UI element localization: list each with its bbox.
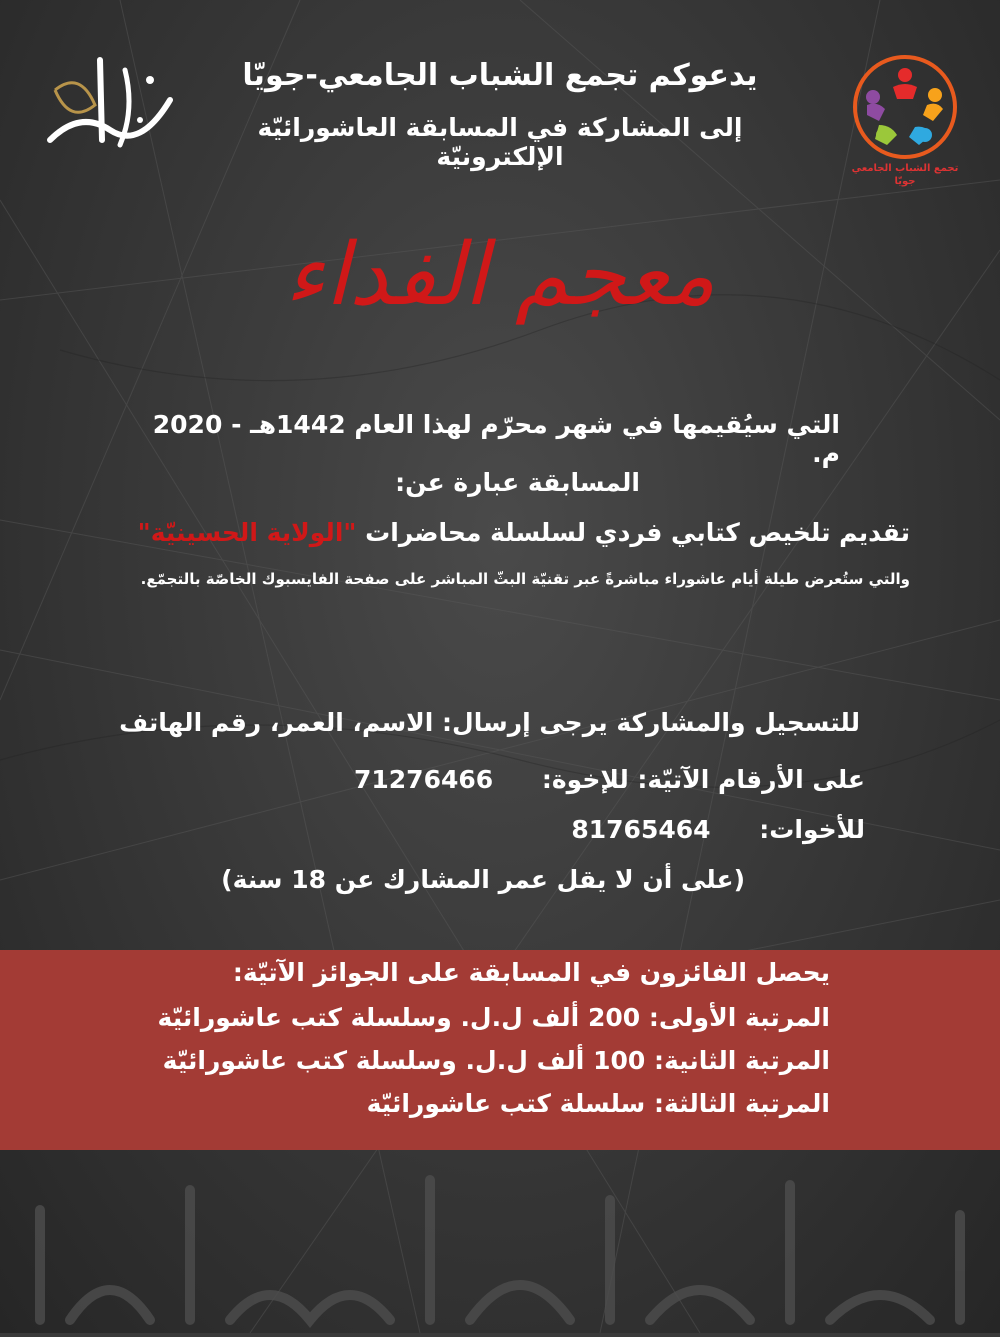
logo-caption-name: تجمع الشباب الجامعي — [851, 163, 959, 174]
description-prefix: تقديم تلخيص كتابي فردي لسلسلة محاضرات — [365, 518, 910, 547]
about-line: المسابقة عبارة عن: — [395, 468, 640, 497]
prizes-heading: يحصل الفائزون في المسابقة على الجوائز الآتيّة: — [232, 958, 830, 987]
first-prize: المرتبة الأولى: 200 ألف ل.ل. وسلسلة كتب عاشورائيّة — [157, 1003, 830, 1032]
hayhat-calligraphy-logo — [40, 50, 180, 160]
prizes-band — [0, 950, 1000, 1150]
participation-line: إلى المشاركة في المسابقة العاشورائيّة الإلكترونيّة — [257, 113, 743, 171]
series-name: "الولاية الحسينيّة" — [137, 518, 357, 547]
decorative-calligraphy — [0, 1170, 1000, 1333]
gathering-logo — [845, 55, 965, 195]
brothers-contact — [105, 765, 865, 794]
brothers-label: على الأرقام الآتيّة: للإخوة: — [541, 765, 865, 794]
sisters-label: للأخوات: — [759, 815, 865, 844]
age-condition: (على أن لا يقل عمر المشارك عن 18 سنة) — [221, 865, 745, 894]
invitation-line: يدعوكم تجمع الشباب الجامعي-جويّا — [242, 58, 758, 93]
competition-title: معجم الفداء — [284, 225, 716, 325]
third-prize: المرتبة الثالثة: سلسلة كتب عاشورائيّة — [366, 1089, 830, 1118]
sisters-number: 81765464 — [571, 815, 711, 844]
second-prize: المرتبة الثانية: 100 ألف ل.ل. وسلسلة كتب عاشورائيّة — [162, 1046, 830, 1075]
live-broadcast-line: والتي ستُعرض طيلة أيام عاشوراء مباشرةً عبر تقنيّة البثّ المباشر على صفحة الفايسبوك الخاصّة بالتجمّع. — [140, 570, 910, 588]
description-line — [70, 518, 910, 547]
sisters-contact — [105, 815, 865, 844]
registration-line: للتسجيل والمشاركة يرجى إرسال: الاسم، العمر، رقم الهاتف — [119, 708, 860, 737]
date-line: التي سيُقيمها في شهر محرّم لهذا العام 1442هـ - 2020 م. — [152, 410, 840, 468]
brothers-number: 71276466 — [354, 765, 494, 794]
people-circle-icon — [845, 55, 965, 160]
logo-caption-town: جويّا — [894, 176, 916, 187]
